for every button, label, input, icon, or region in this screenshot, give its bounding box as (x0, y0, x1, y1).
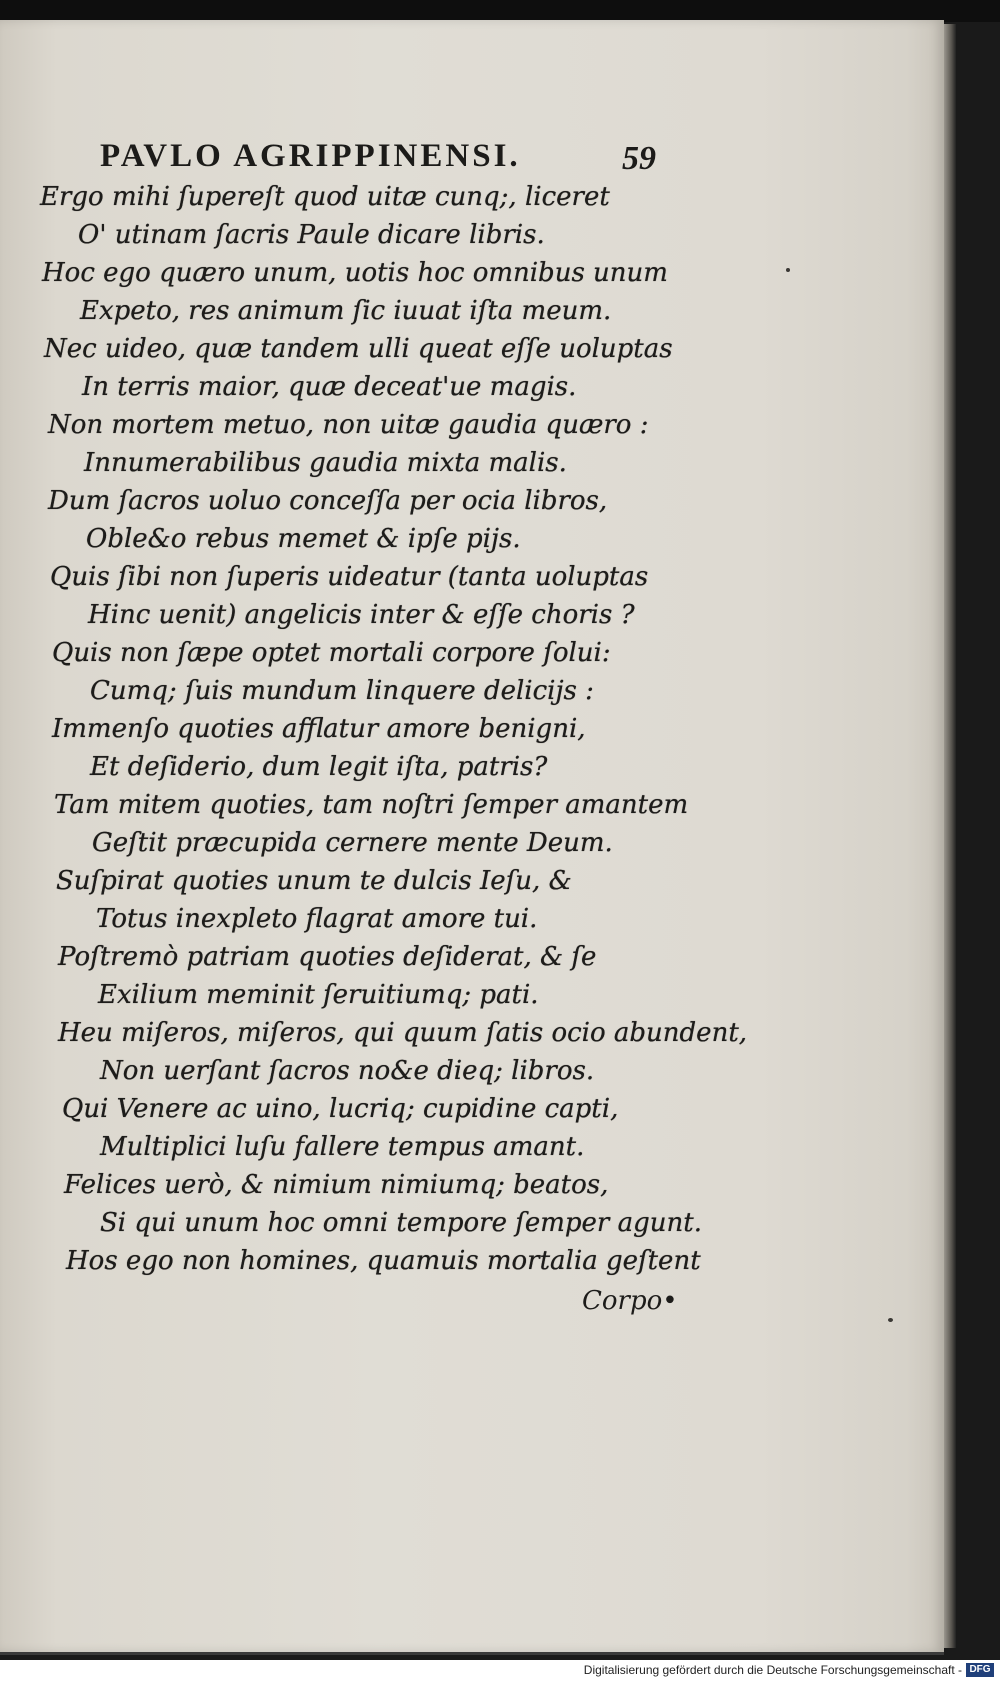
verse-line: Geſtit præcupida cernere mente Deum. (92, 828, 613, 858)
verse-line: In terris maior, quæ deceat'ue magis. (82, 372, 577, 402)
book-page (0, 20, 944, 1655)
footer-bar (0, 1660, 1000, 1682)
paper-speck (786, 268, 790, 272)
verse-line: Si qui unum hoc omni tempore ſemper agunt. (100, 1208, 702, 1238)
verse-line: Innumerabilibus gaudia mixta malis. (84, 448, 567, 478)
verse-line: Hinc uenit) angelicis inter & eſſe choris ? (88, 600, 635, 630)
verse-line: Quis ſibi non ſuperis uideatur (tanta uoluptas (50, 562, 649, 592)
verse-line: Non uerſant ſacros no&e dieq; libros. (100, 1056, 595, 1086)
verse-line: Multiplici luſu fallere tempus amant. (100, 1132, 585, 1162)
verse-line: Poſtremò patriam quoties deſiderat, & ſe (58, 942, 597, 972)
scan-top-border (0, 0, 1000, 22)
verse-line: Nec uideo, quæ tandem ulli queat eſſe uoluptas (44, 334, 673, 364)
verse-line: Suſpirat quoties unum te dulcis Ieſu, & (56, 866, 572, 896)
verse-line: Heu miſeros, miſeros, qui quum ſatis ocio abundent, (58, 1018, 748, 1048)
page-number: 59 (622, 140, 656, 177)
verse-line: Cumq; ſuis mundum linquere delicijs : (90, 676, 594, 706)
verse-line: Non mortem metuo, non uitæ gaudia quæro : (48, 410, 649, 440)
catchword: Corpo• (582, 1286, 678, 1316)
verse-line: Qui Venere ac uino, lucriq; cupidine capti, (62, 1094, 619, 1124)
verse-line: Felices uerò, & nimium nimiumq; beatos, (64, 1170, 609, 1200)
running-head: PAVLO AGRIPPINENSI. (100, 138, 521, 174)
verse-line: Quis non ſæpe optet mortali corpore ſolui: (52, 638, 611, 668)
verse-line: O' utinam ſacris Paule dicare libris. (78, 220, 545, 250)
verse-line: Totus inexpleto flagrat amore tui. (96, 904, 538, 934)
verse-line: Hos ego non homines, quamuis mortalia geſtent (66, 1246, 701, 1276)
footer-credit: Digitalisierung gefördert durch die Deutsche Forschungsgemeinschaft - (583, 1663, 962, 1677)
paper-speck (888, 1318, 893, 1322)
verse-line: Oble&o rebus memet & ipſe pijs. (86, 524, 521, 554)
verse-line: Dum ſacros uoluo conceſſa per ocia libros, (48, 486, 608, 516)
dfg-logo: DFG (966, 1663, 994, 1677)
verse-line: Expeto, res animum ſic iuuat iſta meum. (80, 296, 612, 326)
verse-line: Exilium meminit ſeruitiumq; pati. (98, 980, 539, 1010)
verse-line: Hoc ego quæro unum, uotis hoc omnibus unum (42, 258, 668, 288)
page-edge-shadow (944, 24, 956, 1648)
verse-line: Immenſo quoties afflatur amore benigni, (52, 714, 586, 744)
verse-line: Tam mitem quoties, tam noſtri ſemper amantem (54, 790, 689, 820)
verse-line: Et deſiderio, dum legit iſta, patris? (90, 752, 548, 782)
verse-line: Ergo mihi ſupereſt quod uitæ cunq;, liceret (40, 182, 610, 212)
